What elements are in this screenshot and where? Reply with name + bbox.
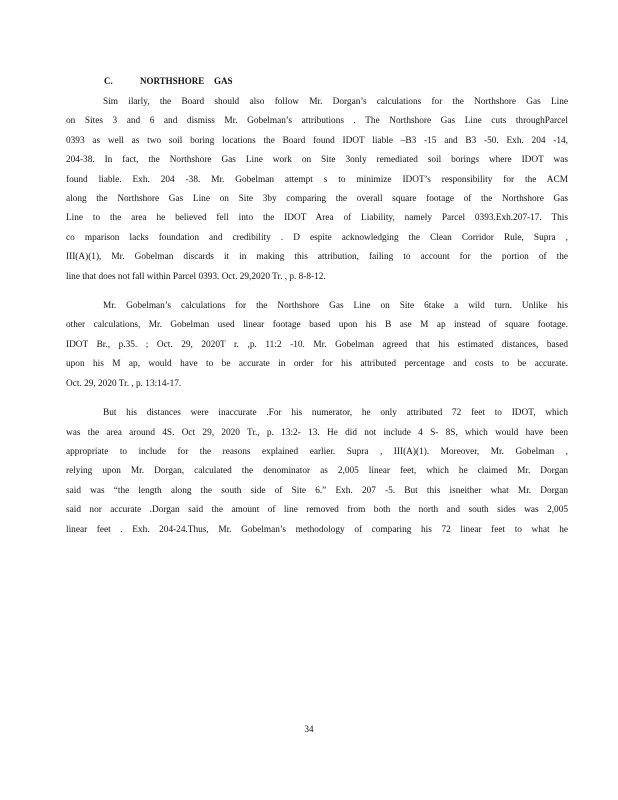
paragraph-2: [66, 297, 568, 394]
text-line: along the Northshore Gas Line on Site 3by comparing the overall square footage of the Northshore Gas: [66, 194, 568, 205]
text-line: said was “the length along the south side of Site 6.” Exh. 207 -5. But this isneither what Mr. Dorgan: [66, 485, 568, 496]
text-line: line that does not fall within Parcel 0393. Oct. 29,2020 Tr. , p. 8-8-12.: [66, 271, 326, 282]
text-line: But his distances were inaccurate .For his numerator, he only attributed 72 feet to IDOT, which: [103, 408, 568, 419]
text-line: on Sites 3 and 6 and dismiss Mr. Gobelman’s attributions . The Northshore Gas Line cuts throughParcel: [66, 116, 568, 127]
section-title-word-1: NORTHSHORE: [140, 76, 205, 86]
text-line: linear feet . Exh. 204-24.Thus, Mr. Gobelman’s methodology of comparing his 72 linear feet to what he: [66, 524, 568, 535]
section-letter: C.: [104, 76, 113, 86]
text-line: appropriate to include for the reasons explained earlier. Supra , III(A)(1). Moreover, Mr. Gobelman ,: [66, 446, 568, 457]
text-line: relying upon Mr. Dorgan, calculated the denominator as 2,005 linear feet, which he claimed Mr. Dorgan: [66, 466, 568, 477]
text-line: was the area around 4S. Oct 29, 2020 Tr., p. 13:2- 13. He did not include 4 S- 8S, which would have been: [66, 427, 568, 438]
page-number: 34: [304, 724, 314, 734]
text-line: co mparison lacks foundation and credibility . D espite acknowledging the Clean Corridor Rule, Supra ,: [66, 232, 568, 243]
paragraph-1: [66, 93, 568, 287]
text-line: upon his M ap, would have to be accurate in order for his attributed percentage and costs to be accurate.: [66, 359, 568, 370]
text-line: 204-38. In fact, the Northshore Gas Line work on Site 3only remediated soil borings where IDOT was: [66, 155, 568, 166]
text-line: III(A)(1), Mr. Gobelman discards it in making this attribution, failing to account for the portion of the: [66, 252, 568, 263]
paragraph-3: [66, 404, 568, 540]
text-line: 0393 as well as two soil boring locations the Board found IDOT liable –B3 -15 and B3 -50. Exh. 204 -14,: [66, 135, 568, 146]
text-line: said nor accurate .Dorgan said the amount of line removed from both the north and south sides was 2,005: [66, 505, 568, 516]
section-title-word-2: GAS: [214, 76, 233, 86]
body-text: [66, 93, 568, 540]
text-line: other calculations, Mr. Gobelman used linear footage based upon his B ase M ap instead of square footage.: [66, 320, 568, 331]
text-line: Mr. Gobelman’s calculations for the Northshore Gas Line on Site 6take a wild turn. Unlike his: [103, 301, 568, 312]
text-line: found liable. Exh. 204 -38. Mr. Gobelman attempt s to minimize IDOT’s responsibility for the ACM: [66, 174, 568, 185]
text-line: Oct. 29, 2020 Tr. , p. 13:14-17.: [66, 378, 182, 389]
section-heading: [104, 76, 233, 86]
text-line: Line to the area he believed fell into the IDOT Area of Liability, namely Parcel 0393.Exh.207-17. This: [66, 213, 568, 224]
text-line: IDOT Br., p.35. ; Oct. 29, 2020T r. ,p. 11:2 -10. Mr. Gobelman agreed that his estimated distances, based: [66, 339, 568, 350]
text-line: Sim ilarly, the Board should also follow Mr. Dorgan’s calculations for the Northshore Gas Line: [103, 97, 568, 107]
